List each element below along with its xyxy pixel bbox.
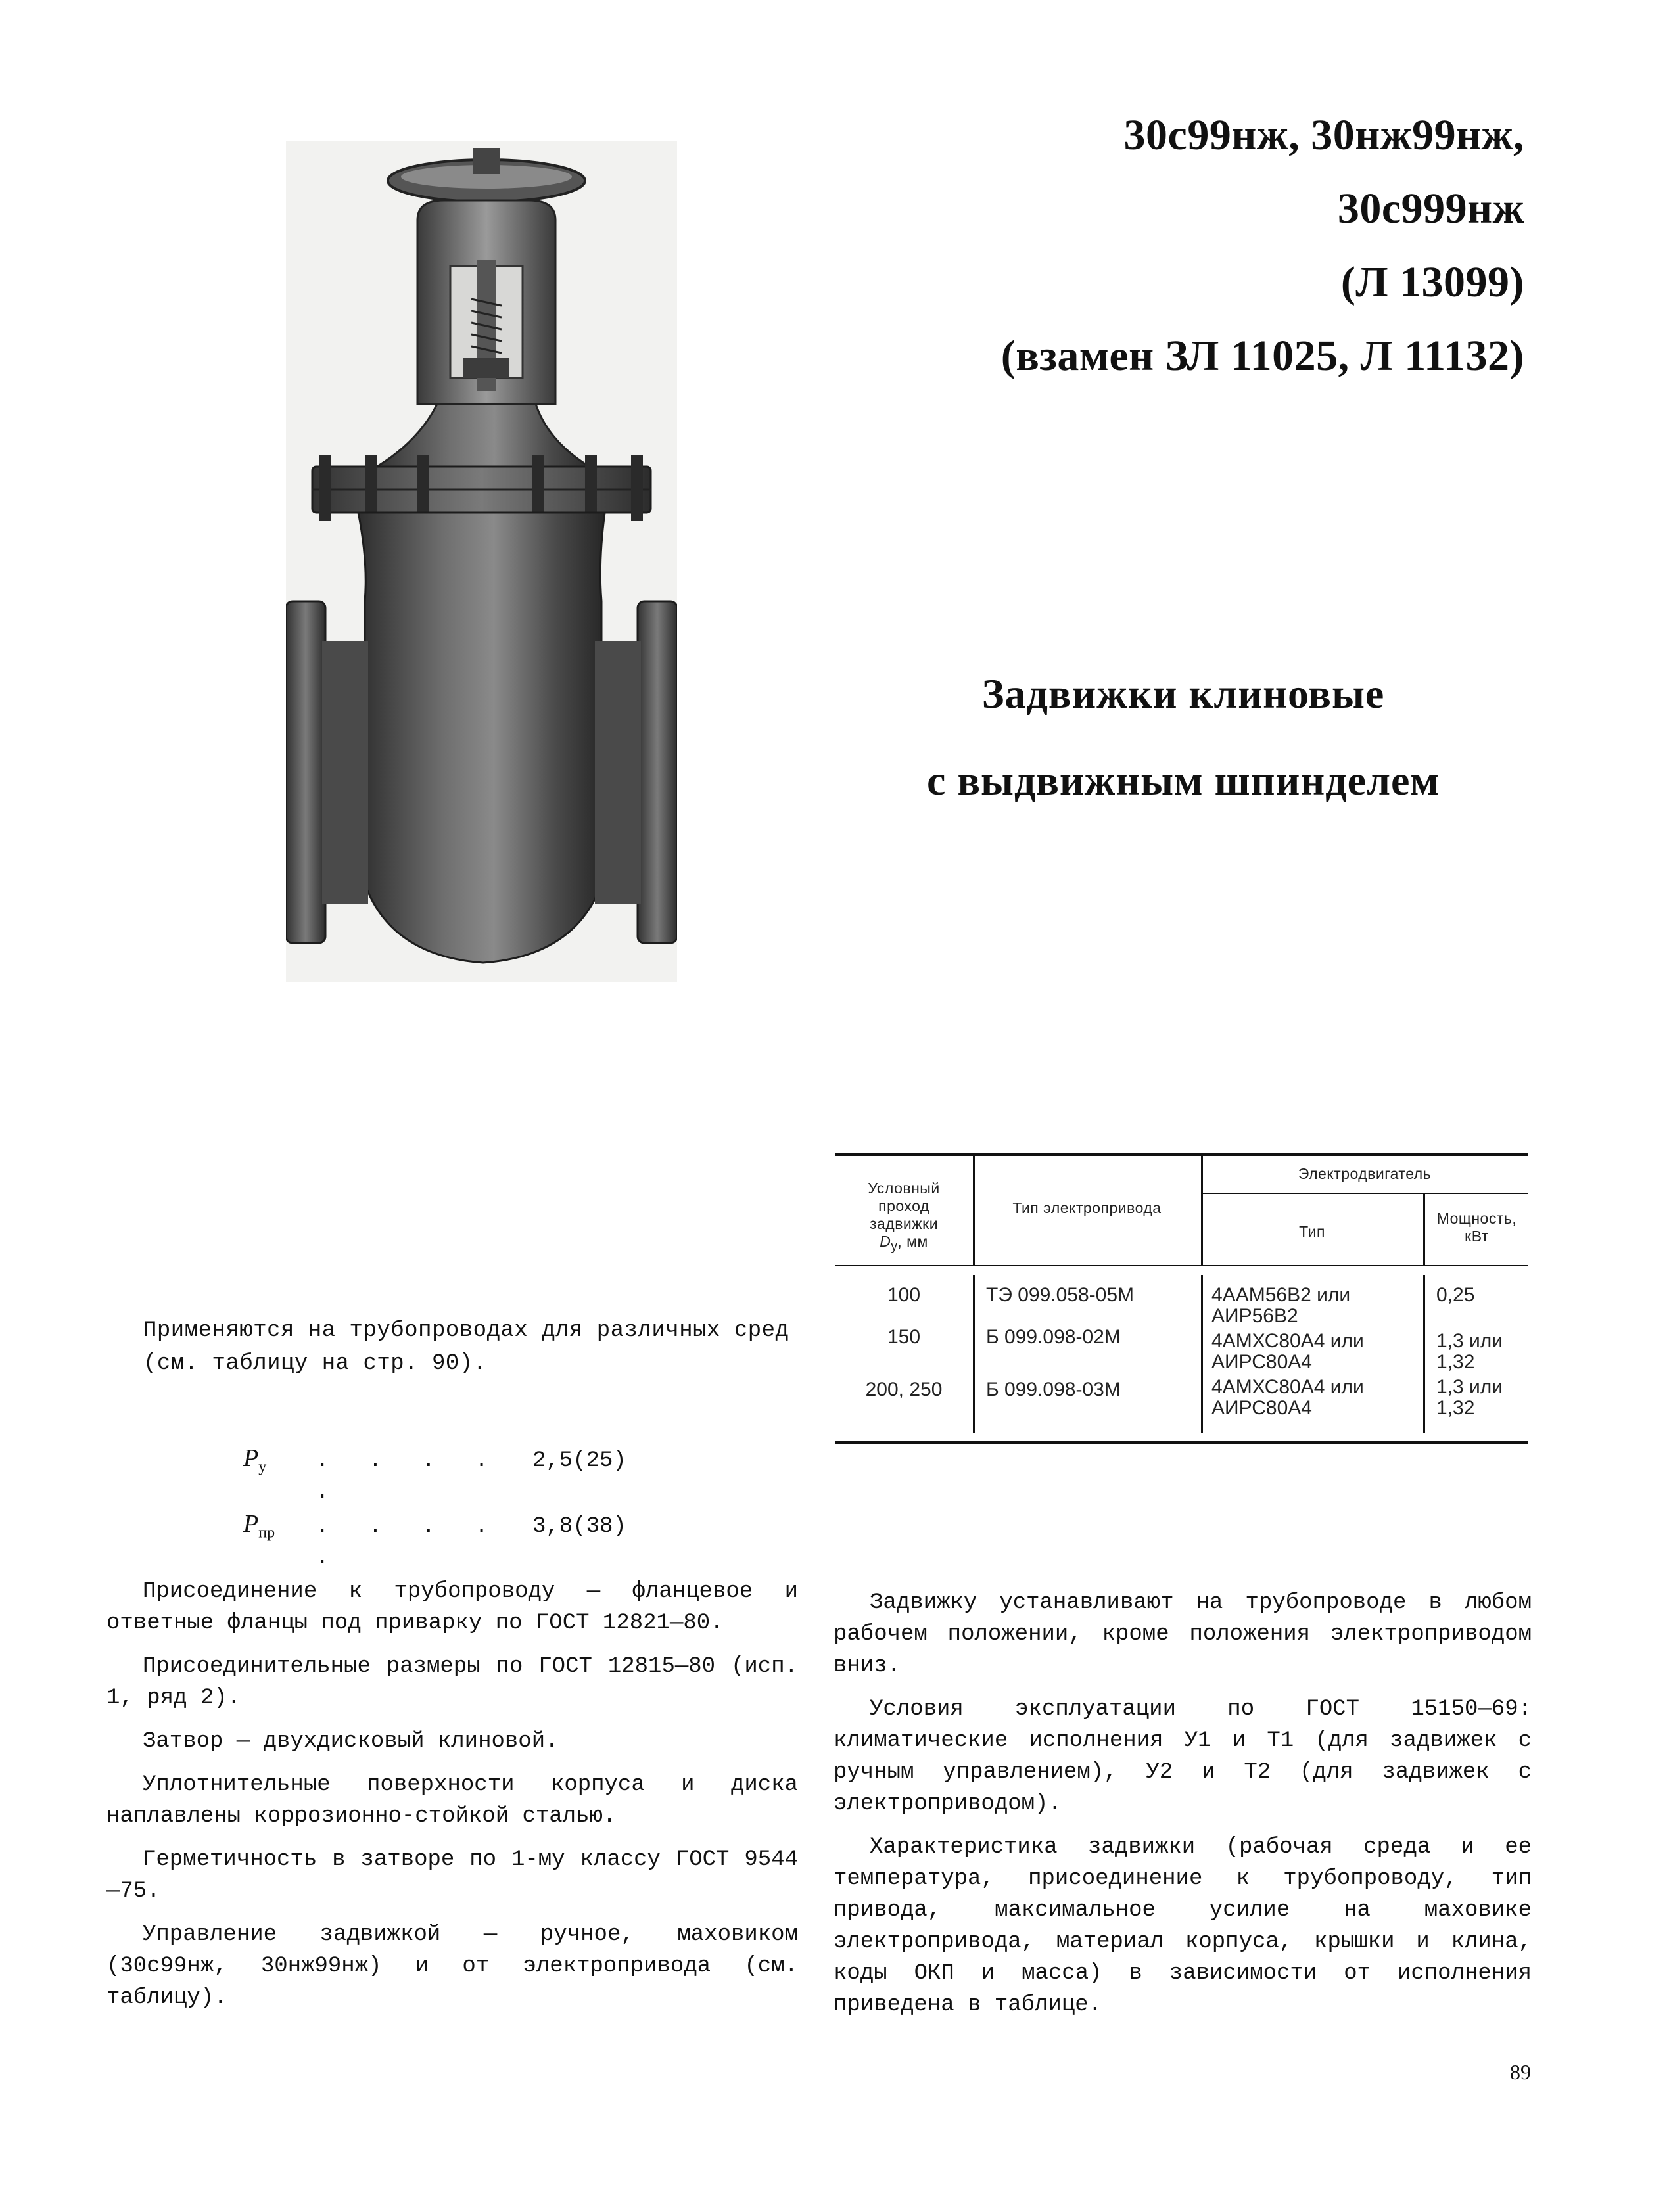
subtitle-line-2: с выдвижным шпинделем	[927, 757, 1440, 804]
motor-group-rule	[1201, 1193, 1528, 1194]
application-paragraph: Применяются на трубопроводах для различных сред (см. таблицу на стр. 90).	[143, 1318, 789, 1376]
col-power-values	[1436, 1285, 1528, 1419]
title-line-models: 30с99нж, 30нж99нж,	[1123, 111, 1524, 159]
left-column-text	[106, 1576, 798, 2025]
param-value-ppr: 3,8(38)	[532, 1514, 626, 1539]
param-leader-dots: . . . . .	[316, 1514, 502, 1571]
gate-valve-photo	[286, 141, 677, 982]
table-cell-power-1: 1,3 или 1,32	[1436, 1330, 1503, 1373]
col-drive-values	[986, 1285, 1196, 1400]
paragraph-gate: Затвор — двухдисковый клиновой.	[143, 1729, 559, 1754]
valve-illustration	[286, 141, 677, 982]
pressure-params	[243, 1442, 626, 1574]
paragraph-installation: Задвижку устанавливают на трубопроводе в любом рабочем положении, кроме положения электроприводом вниз.	[834, 1590, 1532, 1678]
header-bottom-rule	[835, 1265, 1528, 1266]
product-subtitle	[855, 651, 1512, 824]
param-symbol-py: $P_у$	[243, 1444, 267, 1476]
header-motor-type: Тип	[1299, 1223, 1325, 1240]
col-motor-values	[1211, 1285, 1422, 1419]
table-cell-drive-2: Б 099.098-03М	[986, 1379, 1121, 1400]
paragraph-sealing-surfaces: Уплотнительные поверхности корпуса и диска наплавлены коррозионно-стойкой сталью.	[106, 1772, 798, 1829]
paragraph-dimensions: Присоединительные размеры по ГОСТ 12815—80 (исп. 1, ряд 2).	[106, 1654, 798, 1711]
header-drive-type: Тип электропривода	[1012, 1199, 1162, 1216]
param-nominal-pressure	[243, 1442, 626, 1508]
header-power: Мощность, кВт	[1436, 1210, 1517, 1245]
paragraph-connection: Присоединение к трубопроводу — фланцевое и ответные фланцы под приварку по ГОСТ 12821—80.	[106, 1579, 798, 1636]
param-leader-dots: . . . . .	[316, 1448, 502, 1505]
body-divider-3	[1423, 1275, 1425, 1433]
table-cell-dn-2: 200, 250	[865, 1379, 943, 1400]
title-line-code: (Л 13099)	[1340, 258, 1524, 306]
drive-spec-table	[835, 1153, 1528, 1444]
header-motor-group: Электродвигатель	[1298, 1165, 1432, 1182]
col-dn-values	[835, 1285, 973, 1400]
right-column-text	[834, 1587, 1532, 2033]
page-number: 89	[1510, 2060, 1531, 2084]
paragraph-control: Управление задвижкой — ручное, маховиком (30с99нж, 30нж99нж) и от электропривода (см. таблицу).	[106, 1922, 798, 2010]
param-symbol-ppr: $P_{пр}$	[243, 1510, 275, 1542]
title-line-model-2: 30с999нж	[1337, 185, 1524, 233]
table-cell-drive-0: ТЭ 099.058-05М	[986, 1284, 1135, 1306]
table-cell-power-2: 1,3 или 1,32	[1436, 1376, 1503, 1419]
paragraph-characteristics: Характеристика задвижки (рабочая среда и ее температура, присоединение к трубопроводу, тип привода, максимальное усилие на маховике электропривода, материал корпуса, крышки и клина, коды ОКП и масса) в зависимости от исполнения приведена в таблице.	[834, 1835, 1532, 2017]
subtitle-line-1: Задвижки клиновые	[981, 670, 1385, 717]
table-cell-dn-0: 100	[887, 1284, 921, 1306]
header-nominal-diameter: Условный проход задвижки $D_у$, мм	[868, 1180, 940, 1254]
title-line-replaces: (взамен ЗЛ 11025, Л 11132)	[1000, 332, 1524, 380]
table-cell-motor-0: 4ААМ56В2 или АИР56В2	[1211, 1284, 1351, 1327]
body-divider-2	[1201, 1275, 1203, 1433]
table-top-rule	[835, 1153, 1528, 1156]
table-bottom-rule	[835, 1441, 1528, 1444]
table-cell-motor-1: 4АМХС80А4 или АИРС80А4	[1211, 1330, 1364, 1373]
param-test-pressure	[243, 1508, 626, 1574]
paragraph-operating-conditions: Условия эксплуатации по ГОСТ 15150—69: климатические исполнения У1 и Т1 (для задвижек с ручным управлением), У2 и Т2 (для задвижек с электроприводом).	[834, 1697, 1532, 1816]
param-value-py: 2,5(25)	[532, 1448, 626, 1473]
table-cell-drive-1: Б 099.098-02М	[986, 1326, 1121, 1348]
document-title	[867, 99, 1524, 393]
table-cell-power-0: 0,25	[1436, 1284, 1475, 1306]
paragraph-tightness: Герметичность в затворе по 1-му классу ГОСТ 9544—75.	[106, 1847, 798, 1904]
table-cell-motor-2: 4АМХС80А4 или АИРС80А4	[1211, 1376, 1364, 1419]
body-divider-1	[973, 1275, 975, 1433]
table-cell-dn-1: 150	[887, 1326, 921, 1348]
